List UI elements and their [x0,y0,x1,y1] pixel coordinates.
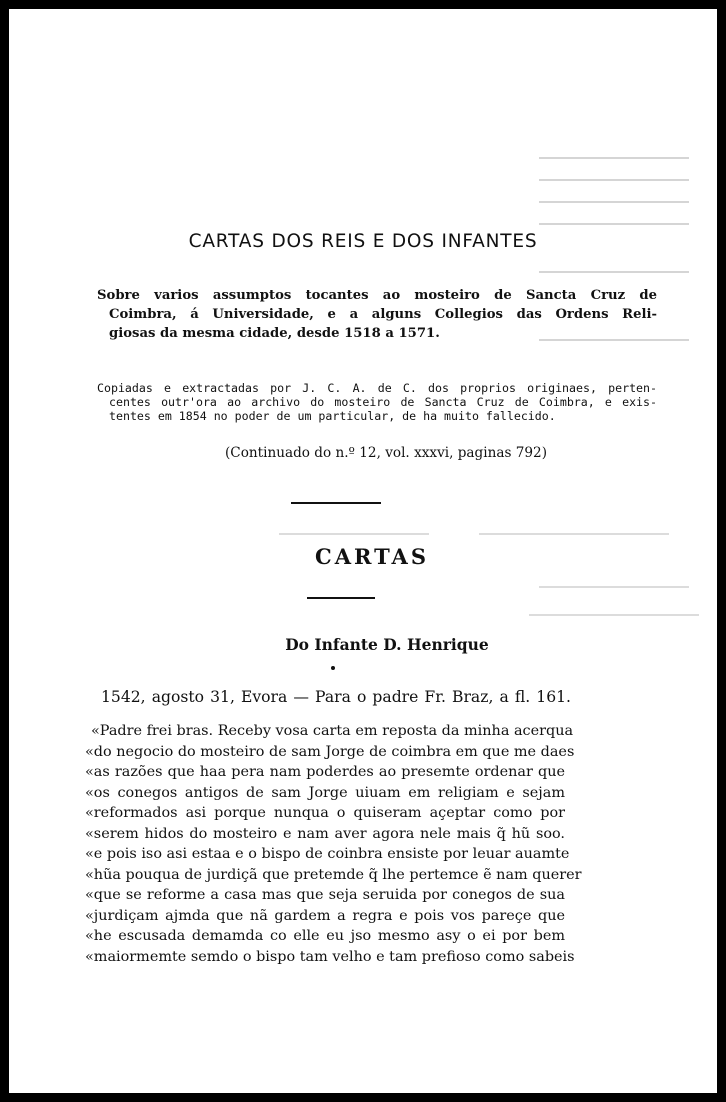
subtitle-line: Sobre varios assumptos tocantes ao mosteiro de Sancta Cruz de [97,288,657,303]
letter-line: «serem hidos do mosteiro e nam aver agora nele mais q̃ hũ soo. [85,825,565,842]
divider-rule [307,597,375,599]
bleed-through-line [279,533,429,535]
letter-author: Do Infante D. Henrique [285,635,489,654]
subtitle-line: giosas da mesma cidade, desde 1518 a 1571. [109,326,440,341]
continuation-note: (Continuado do n.º 12, vol. xxxvi, paginas 792) [225,445,547,461]
letter-line: «jurdiçam ajmda que nã gardem a regra e pois vos pareçe que [85,907,565,924]
document-subtitle [97,286,657,343]
bleed-through-line [539,586,689,588]
bleed-through-line [539,179,689,181]
letter-line: «maiormemte semdo o bispo tam velho e tam prefioso como sabeis [85,948,575,965]
bleed-through-line [539,201,689,203]
document-title: CARTAS DOS REIS E DOS INFANTES [188,231,538,252]
note-line: tentes em 1854 no poder de um particular, de ha muito fallecido. [109,409,556,423]
letter-line: «as razões que haa pera nam poderdes ao presemte ordenar que [85,764,565,780]
note-line: centes outr'ora ao archivo do mosteiro de Sancta Cruz de Coimbra, e exis- [109,395,657,409]
section-title: CARTAS [314,544,430,569]
subtitle-line: Coimbra, á Universidade, e a alguns Collegios das Ordens Reli- [109,307,657,322]
letter-line: «que se reforme a casa mas que seja seruida por conegos de sua [85,887,565,903]
divider-rule [291,502,381,504]
letter-line: «do negocio do mosteiro de sam Jorge de coimbra em que me daes [85,743,575,760]
letter-line: «reformados asi porque nunqua o quiseram açeptar como por [85,805,565,821]
source-note [97,381,657,423]
letter-line: «e pois iso asi estaa e o bispo de coinbra ensiste por leuar auamte [85,846,570,862]
letter-body [85,721,582,967]
document-page [9,9,717,1093]
letter-line: «he escusada demamda co elle eu jso mesmo asy o ei por bem [85,928,565,944]
bleed-through-line [529,614,699,616]
note-line: Copiadas e extractadas por J. C. A. de C. dos proprios originaes, perten- [97,381,657,395]
bleed-through-line [539,157,689,159]
letter-line: «Padre frei bras. Receby vosa carta em reposta da minha acerqua [91,723,574,739]
ornament-dot [331,666,335,670]
letter-heading: 1542, agosto 31, Evora — Para o padre Fr. Braz, a fl. 161. [101,688,571,706]
letter-line: «hũa pouqua de jurdiçã que pretemde q̃ lhe pertemce ẽ nam querer [85,866,582,883]
bleed-through-line [539,223,689,225]
bleed-through-line [479,533,669,535]
bleed-through-line [539,271,689,273]
letter-line: «os conegos antigos de sam Jorge uiuam em religiam e sejam [85,784,565,801]
